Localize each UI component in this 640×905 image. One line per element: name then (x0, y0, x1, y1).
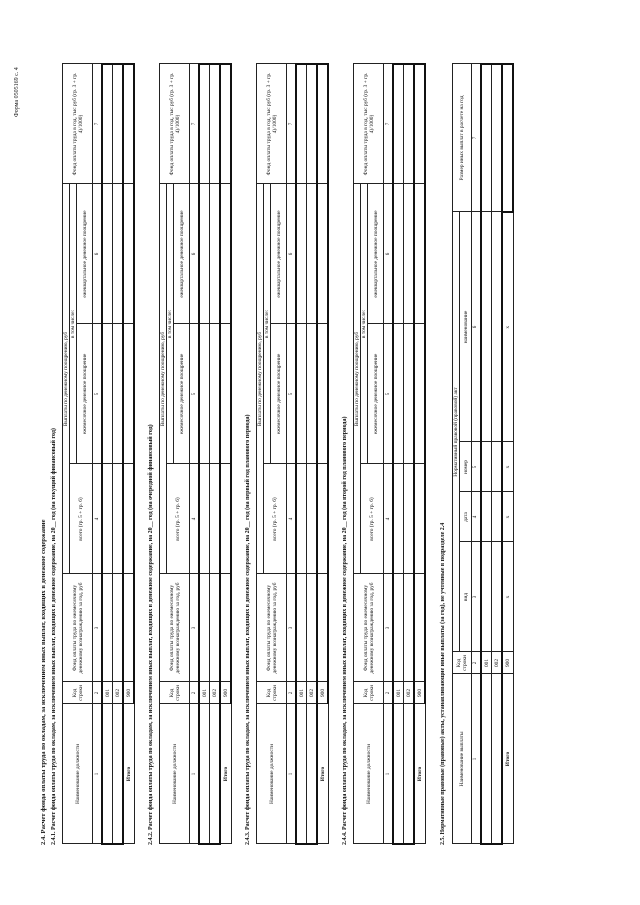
header-name: Наименование должности (63, 704, 93, 844)
header-code: Код строки (160, 682, 190, 704)
cell-value[interactable] (307, 64, 318, 184)
cell-value[interactable] (296, 464, 307, 574)
row-code: 001 (199, 682, 210, 704)
col-num: 7 (287, 64, 297, 184)
cell-value[interactable] (481, 492, 492, 542)
itogo-label: Итого (317, 704, 328, 844)
col-num: 7 (384, 64, 394, 184)
header-quarterly: ежеквартальное денежное поощрение (174, 184, 190, 324)
cell-value[interactable] (393, 324, 404, 464)
header-monthly: ежемесячное денежное поощрение (174, 324, 190, 464)
col-num: 2 (190, 682, 200, 704)
header-name: Наименование должности (160, 704, 190, 844)
itogo-value[interactable] (220, 184, 231, 324)
cell-value[interactable] (307, 464, 318, 574)
cell-value[interactable] (307, 574, 318, 682)
header-code: Код строки (63, 682, 93, 704)
table-2-4-1 (62, 63, 135, 845)
header-payments: Выплаты по денежному поощрению, руб (160, 184, 167, 574)
itogo-value[interactable] (317, 64, 328, 184)
header-quarterly: ежеквартальное денежное поощрение (271, 184, 287, 324)
col-num: 7 (93, 64, 103, 184)
row-code: 002 (210, 682, 221, 704)
col-num: 6 (287, 184, 297, 324)
x-mark: x (502, 492, 513, 542)
cell-value[interactable] (481, 542, 492, 652)
itogo-value[interactable] (317, 184, 328, 324)
col-num: 2 (384, 682, 394, 704)
cell-value[interactable] (492, 442, 503, 492)
header-monthly: ежемесячное денежное поощрение (271, 324, 287, 464)
col-num: 5 (190, 324, 200, 464)
col-num: 6 (190, 184, 200, 324)
itogo-value[interactable] (414, 184, 425, 324)
cell-value[interactable] (210, 184, 221, 324)
x-mark: x (502, 442, 513, 492)
header-incl: в том числе: (361, 184, 368, 464)
col-num: 1 (472, 674, 482, 844)
header-npa: Нормативный правовой (правовой) акт (453, 212, 460, 652)
header-monthly: ежемесячное денежное поощрение (77, 324, 93, 464)
cell-value[interactable] (199, 464, 210, 574)
header-total: всего (гр. 5 + гр. 6) (361, 464, 384, 574)
x-mark: x (502, 542, 513, 652)
col-num: 1 (93, 704, 103, 844)
cell-value[interactable] (393, 464, 404, 574)
header-total: всего (гр. 5 + гр. 6) (167, 464, 190, 574)
col-num: 3 (287, 574, 297, 682)
table-2-4-3 (256, 63, 329, 845)
cell-value[interactable] (492, 64, 503, 212)
itogo-value[interactable] (123, 64, 134, 184)
table-2-4-1-title: 2.4.1. Расчет фонда оплаты труда по окладам, за исключением иных выплат, входящих в денежное содержание, на 20__ год (на текущий финансовый год) (51, 428, 57, 845)
col-num: 6 (93, 184, 103, 324)
cell-value[interactable] (481, 64, 492, 212)
col-num: 1 (190, 704, 200, 844)
header-payments: Выплаты по денежному поощрению, руб (257, 184, 264, 574)
col-num: 5 (472, 442, 482, 492)
table-2-4-2 (159, 63, 232, 845)
cell-name[interactable] (199, 704, 210, 844)
cell-value[interactable] (296, 324, 307, 464)
header-incl: в том числе: (264, 184, 271, 464)
itogo-label: Итого (502, 674, 513, 844)
header-total: всего (гр. 5 + гр. 6) (264, 464, 287, 574)
row-code: 001 (393, 682, 404, 704)
header-payments: Выплаты по денежному поощрению, руб (354, 184, 361, 574)
header-vid: вид (460, 542, 472, 652)
cell-value[interactable] (492, 212, 503, 442)
col-num: 5 (93, 324, 103, 464)
header-quarterly: ежеквартальное денежное поощрение (368, 184, 384, 324)
header-name: Наименование должности (354, 704, 384, 844)
cell-value[interactable] (199, 574, 210, 682)
itogo-value[interactable] (414, 574, 425, 682)
itogo-label: Итого (414, 704, 425, 844)
header-payment-name: Наименование выплаты (453, 674, 472, 844)
cell-value[interactable] (296, 574, 307, 682)
header-monthly: ежемесячное денежное поощрение (368, 324, 384, 464)
itogo-value[interactable] (502, 64, 513, 212)
header-incl: в том числе: (167, 184, 174, 464)
col-num: 4 (190, 464, 200, 574)
itogo-value[interactable] (317, 464, 328, 574)
col-num: 3 (472, 542, 482, 652)
header-fund: Фонд оплаты труда по ежемесячному денежному вознаграждению за год, руб (257, 574, 287, 682)
cell-name[interactable] (481, 674, 492, 844)
itogo-value[interactable] (220, 64, 231, 184)
cell-name[interactable] (210, 704, 221, 844)
row-code: 002 (307, 682, 318, 704)
col-num: 5 (287, 324, 297, 464)
header-fot: Фонд оплаты труда в год, тыс руб (гр. 3 + гр. 4)/1000) (160, 64, 190, 184)
table-2-4-3-title: 2.4.3. Расчет фонда оплаты труда по окладам, за исключением иных выплат, входящих в денежное содержание, на 20__ год (на первый год планового периода) (245, 414, 251, 845)
header-code: Код строки (257, 682, 287, 704)
itogo-value[interactable] (123, 324, 134, 464)
cell-value[interactable] (404, 184, 415, 324)
header-fot: Фонд оплаты труда в год, тыс руб (гр. 3 + гр. 4)/1000) (354, 64, 384, 184)
cell-value[interactable] (210, 464, 221, 574)
cell-value[interactable] (102, 464, 113, 574)
col-num: 4 (384, 464, 394, 574)
table-2-4-2-title: 2.4.2. Расчет фонда оплаты труда по окладам, за исключением иных выплат, входящих в денежное содержание, на 20__ год (на очередной финансовый год) (148, 424, 154, 845)
cell-value[interactable] (199, 64, 210, 184)
col-num: 1 (384, 704, 394, 844)
header-date: дата (460, 492, 472, 542)
cell-value[interactable] (199, 324, 210, 464)
x-mark: x (502, 212, 513, 442)
header-fot: Фонд оплаты труда в год, тыс руб (гр. 3 + гр. 4)/1000) (257, 64, 287, 184)
itogo-value[interactable] (220, 464, 231, 574)
cell-value[interactable] (210, 324, 221, 464)
cell-value[interactable] (393, 574, 404, 682)
cell-value[interactable] (102, 64, 113, 184)
cell-name[interactable] (113, 704, 124, 844)
row-code: 002 (113, 682, 124, 704)
cell-name[interactable] (404, 704, 415, 844)
cell-value[interactable] (481, 442, 492, 492)
header-fund: Фонд оплаты труда по ежемесячному денежному вознаграждению за год, руб (160, 574, 190, 682)
cell-value[interactable] (404, 464, 415, 574)
cell-value[interactable] (393, 64, 404, 184)
itogo-value[interactable] (123, 184, 134, 324)
itogo-label: Итого (220, 704, 231, 844)
header-number: номер (460, 442, 472, 492)
cell-value[interactable] (102, 574, 113, 682)
header-fund: Фонд оплаты труда по ежемесячному денежному вознаграждению за год, руб (354, 574, 384, 682)
header-fund: Фонд оплаты труда по ежемесячному денежному вознаграждению за год, руб (63, 574, 93, 682)
table-2-5 (452, 63, 514, 845)
itogo-code: 900 (220, 682, 231, 704)
itogo-code: 900 (123, 682, 134, 704)
cell-value[interactable] (199, 184, 210, 324)
cell-value[interactable] (492, 542, 503, 652)
itogo-value[interactable] (414, 464, 425, 574)
col-num: 4 (287, 464, 297, 574)
col-num: 4 (472, 492, 482, 542)
cell-value[interactable] (113, 574, 124, 682)
header-total: всего (гр. 5 + гр. 6) (70, 464, 93, 574)
itogo-value[interactable] (414, 64, 425, 184)
itogo-code: 900 (414, 682, 425, 704)
cell-value[interactable] (113, 324, 124, 464)
cell-value[interactable] (113, 64, 124, 184)
row-code: 002 (404, 682, 415, 704)
cell-value[interactable] (404, 574, 415, 682)
col-num: 7 (472, 64, 482, 212)
header-quarterly: ежеквартальное денежное поощрение (77, 184, 93, 324)
row-code: 001 (102, 682, 113, 704)
cell-name[interactable] (296, 704, 307, 844)
cell-value[interactable] (102, 324, 113, 464)
cell-value[interactable] (102, 184, 113, 324)
row-code: 001 (296, 682, 307, 704)
col-num: 6 (472, 212, 482, 442)
cell-value[interactable] (210, 574, 221, 682)
form-code: Форма 0505169 с. 4 (14, 67, 20, 117)
col-num: 3 (190, 574, 200, 682)
itogo-code: 900 (502, 652, 513, 674)
cell-value[interactable] (492, 492, 503, 542)
col-num: 3 (93, 574, 103, 682)
cell-value[interactable] (296, 64, 307, 184)
cell-value[interactable] (307, 184, 318, 324)
cell-value[interactable] (210, 64, 221, 184)
cell-value[interactable] (404, 64, 415, 184)
header-incl: в том числе: (70, 184, 77, 464)
itogo-code: 900 (317, 682, 328, 704)
cell-name[interactable] (492, 674, 503, 844)
itogo-label: Итого (123, 704, 134, 844)
cell-value[interactable] (481, 212, 492, 442)
itogo-value[interactable] (317, 574, 328, 682)
cell-name[interactable] (307, 704, 318, 844)
itogo-value[interactable] (317, 324, 328, 464)
col-num: 2 (472, 652, 482, 674)
row-code: 001 (481, 652, 492, 674)
col-num: 6 (384, 184, 394, 324)
header-name: Наименование должности (257, 704, 287, 844)
table-2-5-title: 2.5. Нормативные правовые (правовые) акты, устанавливающие иные выплаты (за год), не учтенные в подразделе 2.4 (440, 522, 446, 845)
col-num: 5 (384, 324, 394, 464)
table-2-4-4 (353, 63, 426, 845)
col-num: 1 (287, 704, 297, 844)
cell-value[interactable] (113, 464, 124, 574)
cell-value[interactable] (113, 184, 124, 324)
header-code: Код строки (354, 682, 384, 704)
header-payments: Выплаты по денежному поощрению, руб (63, 184, 70, 574)
header-fot: Фонд оплаты труда в год, тыс руб (гр. 3 + гр. 4)/1000) (63, 64, 93, 184)
section-title: 2.4. Расчет фонда оплаты труда по окладам, за исключением иных выплат, входящих в денежное содержание (40, 519, 47, 845)
itogo-value[interactable] (123, 574, 134, 682)
cell-value[interactable] (296, 184, 307, 324)
table-2-4-4-title: 2.4.4. Расчет фонда оплаты труда по окладам, за исключением иных выплат, входящих в денежное содержание, на 20__ год (на второй год планового периода) (342, 416, 348, 845)
col-num: 3 (384, 574, 394, 682)
cell-value[interactable] (404, 324, 415, 464)
col-num: 2 (93, 682, 103, 704)
header-size: Размер иных выплат в расчете на год (453, 64, 472, 212)
col-num: 2 (287, 682, 297, 704)
itogo-value[interactable] (414, 324, 425, 464)
header-npa-name: наименование (460, 212, 472, 442)
row-code: 002 (492, 652, 503, 674)
col-num: 4 (93, 464, 103, 574)
col-num: 7 (190, 64, 200, 184)
cell-name[interactable] (102, 704, 113, 844)
cell-value[interactable] (307, 324, 318, 464)
itogo-value[interactable] (220, 324, 231, 464)
header-code: Код строки (453, 652, 472, 674)
cell-value[interactable] (393, 184, 404, 324)
cell-name[interactable] (393, 704, 404, 844)
itogo-value[interactable] (220, 574, 231, 682)
itogo-value[interactable] (123, 464, 134, 574)
